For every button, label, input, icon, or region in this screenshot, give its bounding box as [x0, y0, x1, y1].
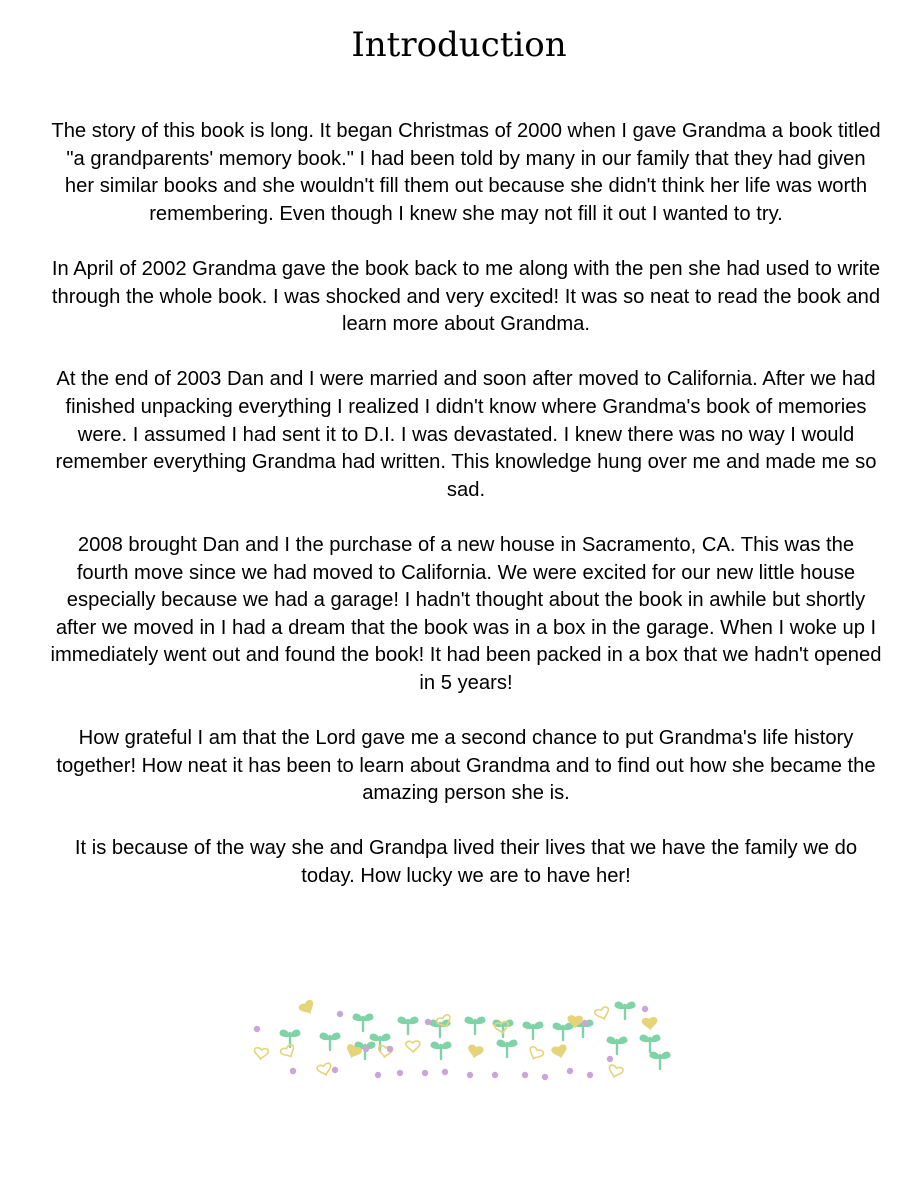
- dot-icon: [363, 1046, 369, 1052]
- sprout-icon: [607, 1037, 627, 1054]
- paragraph-6: It is because of the way she and Grandpa lived their lives that we have the family we do today. How lucky we are to have her!: [74, 837, 858, 888]
- heart-icon: [642, 1017, 657, 1029]
- heart-icon: [467, 1045, 483, 1058]
- dot-icon: [422, 1070, 428, 1076]
- dot-icon: [254, 1026, 260, 1032]
- dot-icons: [254, 1006, 648, 1080]
- intro-body: [50, 118, 882, 918]
- heart-icons: [254, 1000, 658, 1079]
- dot-icon: [587, 1072, 593, 1078]
- sprout-icon: [398, 1017, 418, 1034]
- dot-icon: [607, 1056, 613, 1062]
- dot-icon: [375, 1072, 381, 1078]
- sprout-icon: [320, 1033, 340, 1050]
- dot-icon: [337, 1011, 343, 1017]
- heart-icon: [299, 1000, 317, 1016]
- sprout-icon: [353, 1014, 373, 1031]
- dot-icon: [467, 1072, 473, 1078]
- paragraph-1: The story of this book is long. It began Christmas of 2000 when I gave Grandma a book titled "a grandparents' memory book." I had been told by many in our family that they had given her similar books and she wouldn't fill them out because she didn't think her life was worth remembering. Even though I knew she may not fill it out I wanted to try.: [51, 120, 881, 225]
- dot-icon: [397, 1070, 403, 1076]
- dot-icon: [542, 1074, 548, 1080]
- sprout-icon: [523, 1022, 543, 1039]
- sprout-icon: [650, 1052, 670, 1069]
- sprout-icon: [640, 1035, 660, 1052]
- dot-icon: [387, 1046, 393, 1052]
- paragraph-2: In April of 2002 Grandma gave the book back to me along with the pen she had used to write through the whole book. I was shocked and very excited! It was so neat to read the book and learn more about Grandma.: [51, 257, 881, 336]
- sprout-icon: [615, 1002, 635, 1019]
- heart-icon: [280, 1044, 297, 1060]
- sprout-icon: [430, 1020, 450, 1037]
- heart-icon: [527, 1046, 544, 1062]
- heart-icon: [494, 1021, 510, 1034]
- heart-icon: [551, 1045, 567, 1059]
- heart-icon: [594, 1006, 611, 1021]
- heart-icon: [254, 1047, 269, 1059]
- sprout-icon: [431, 1042, 451, 1059]
- dot-icon: [567, 1068, 573, 1074]
- sprout-icon: [553, 1023, 573, 1040]
- heart-icon: [406, 1041, 420, 1052]
- dot-icon: [522, 1072, 528, 1078]
- sprout-icon: [497, 1040, 517, 1057]
- dot-icon: [492, 1072, 498, 1078]
- dot-icon: [442, 1069, 448, 1075]
- dot-icon: [642, 1006, 648, 1012]
- sprout-icon: [465, 1017, 485, 1034]
- paragraph-5: How grateful I am that the Lord gave me a second chance to put Grandma's life history together! How neat it has been to learn about Grandma and to find out how she became the amazing person she is.: [56, 727, 876, 805]
- heart-icon: [316, 1063, 332, 1077]
- dot-icon: [332, 1067, 338, 1073]
- dot-icon: [425, 1019, 431, 1025]
- dot-icon: [290, 1068, 296, 1074]
- heart-icon: [607, 1064, 624, 1078]
- paragraph-3: At the end of 2003 Dan and I were married and soon after moved to California. After we had finished unpacking everything I realized I didn't know where Grandma's book of memories were. I assumed I had sent it to D.I. I was devastated. I knew there was no way I would remember everything Grandma had written. This knowledge hung over me and made me so sad.: [55, 368, 877, 501]
- paragraph-4: 2008 brought Dan and I the purchase of a new house in Sacramento, CA. This was the fourth move since we had moved to California. We were excited for our new little house especially because we had a garage! I hadn't thought about the book in awhile but shortly after we moved in I had a dream that the book was in a box in the garage. When I woke up I immediately went out and found the book! It had been packed in a box that we hadn't opened in 5 years!: [50, 533, 882, 694]
- page-title: Introduction: [351, 25, 567, 65]
- dot-icon: [582, 1020, 588, 1026]
- sprouts-decoration-icon: [245, 993, 675, 1085]
